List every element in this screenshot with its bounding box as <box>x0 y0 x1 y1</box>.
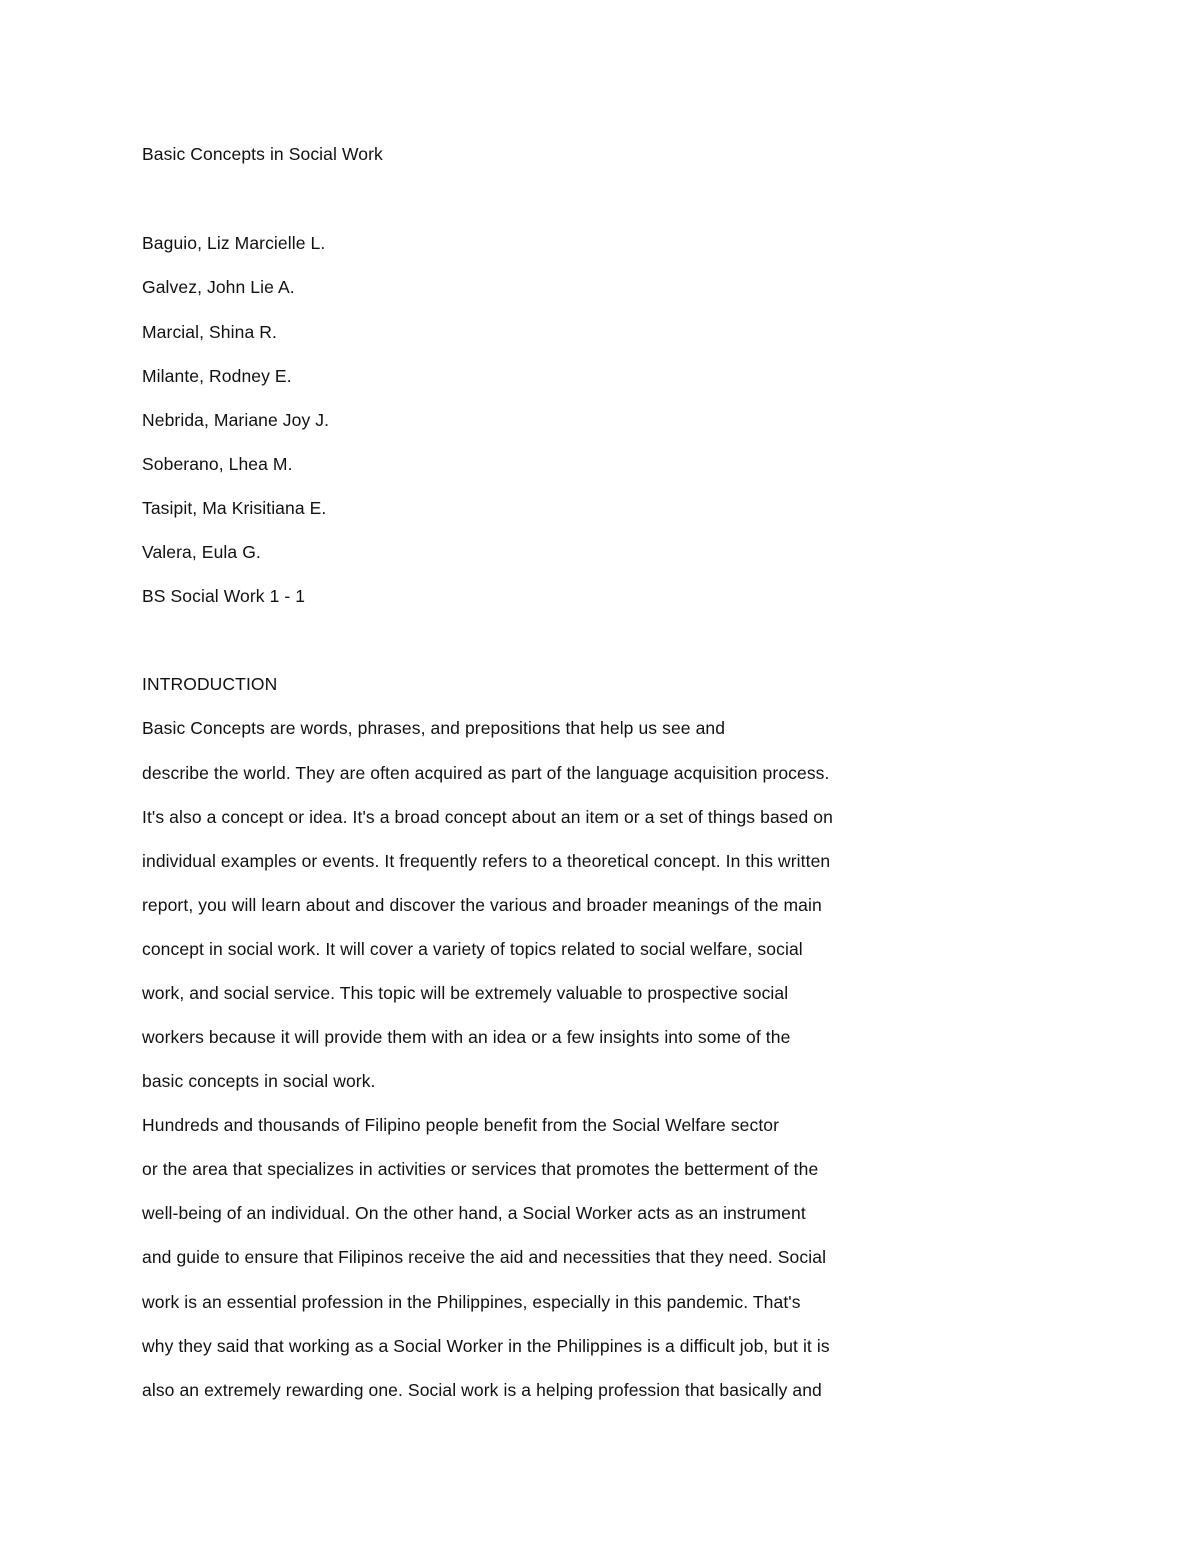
body-line: report, you will learn about and discover the various and broader meanings of the main <box>142 895 822 915</box>
body-line: Hundreds and thousands of Filipino people benefit from the Social Welfare sector <box>142 1115 780 1135</box>
body-line: work is an essential profession in the Philippines, especially in this pandemic. That's <box>142 1292 801 1312</box>
body-line: and guide to ensure that Filipinos receive the aid and necessities that they need. Social <box>142 1247 827 1267</box>
author-name: Soberano, Lhea M. <box>142 454 293 474</box>
body-line: concept in social work. It will cover a variety of topics related to social welfare, social <box>142 939 803 959</box>
author-name: Tasipit, Ma Krisitiana E. <box>142 498 327 518</box>
author-name: Marcial, Shina R. <box>142 322 277 342</box>
body-line: It's also a concept or idea. It's a broad concept about an item or a set of things based on <box>142 807 833 827</box>
body-line: well-being of an individual. On the other hand, a Social Worker acts as an instrument <box>142 1203 806 1223</box>
body-line: why they said that working as a Social Worker in the Philippines is a difficult job, but it is <box>142 1336 830 1356</box>
body-line: Basic Concepts are words, phrases, and prepositions that help us see and <box>142 718 726 738</box>
author-name: Valera, Eula G. <box>142 542 261 562</box>
body-line: also an extremely rewarding one. Social work is a helping profession that basically and <box>142 1380 822 1400</box>
body-line: or the area that specializes in activities or services that promotes the betterment of the <box>142 1159 819 1179</box>
document-title: Basic Concepts in Social Work <box>142 144 383 164</box>
body-line: work, and social service. This topic will be extremely valuable to prospective social <box>142 983 789 1003</box>
author-name: Nebrida, Mariane Joy J. <box>142 410 330 430</box>
author-name: Milante, Rodney E. <box>142 366 292 386</box>
body-line: individual examples or events. It frequently refers to a theoretical concept. In this written <box>142 851 831 871</box>
body-line: basic concepts in social work. <box>142 1071 376 1091</box>
author-name: Baguio, Liz Marcielle L. <box>142 233 326 253</box>
author-name: Galvez, John Lie A. <box>142 277 295 297</box>
section-label: BS Social Work 1 - 1 <box>142 586 306 606</box>
body-line: describe the world. They are often acquired as part of the language acquisition process. <box>142 763 830 783</box>
section-heading: INTRODUCTION <box>142 674 278 694</box>
body-line: workers because it will provide them with an idea or a few insights into some of the <box>142 1027 791 1047</box>
